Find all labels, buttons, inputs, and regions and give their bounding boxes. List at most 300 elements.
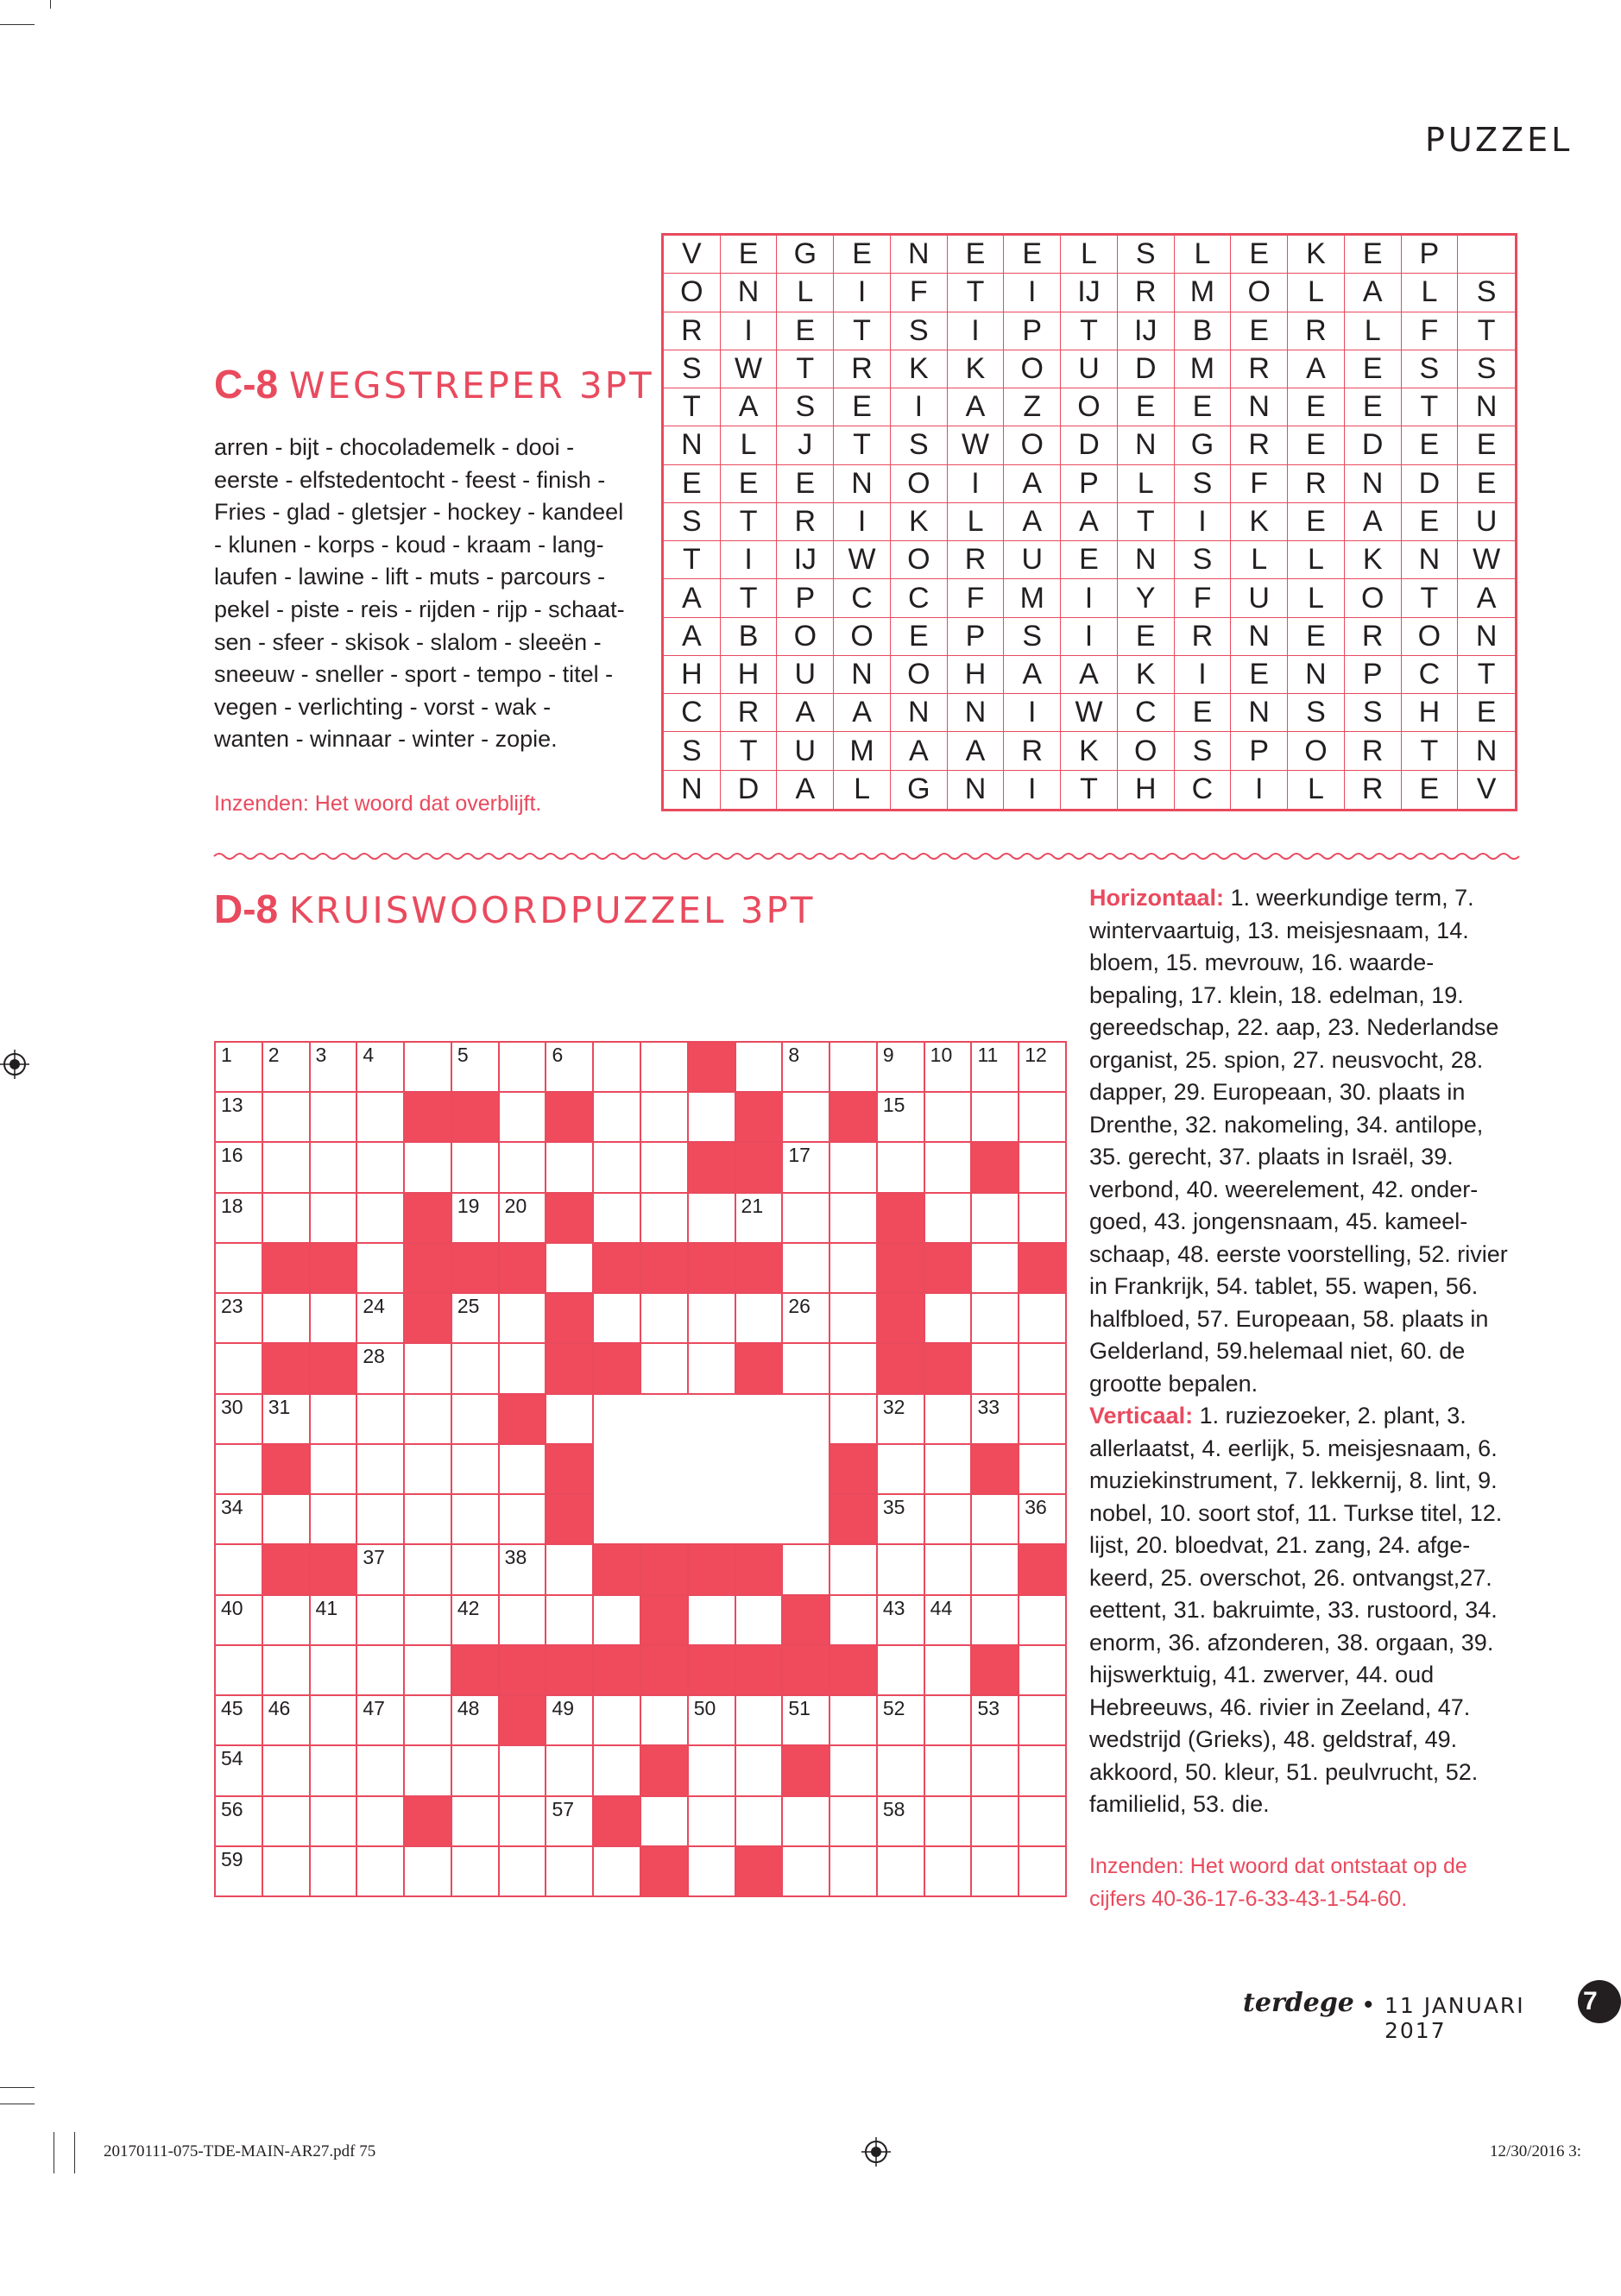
crossword-cell[interactable] [970,1795,1019,1847]
wordsearch-cell[interactable]: U [777,732,834,770]
wordsearch-cell[interactable]: O [1288,732,1345,770]
crossword-cell[interactable] [1018,1744,1067,1796]
crossword-cell[interactable] [876,1493,925,1545]
wordsearch-cell[interactable]: O [891,541,948,579]
wordsearch-cell[interactable]: D [1061,426,1118,464]
wordsearch-cell[interactable]: T [721,503,778,541]
wordsearch-cell[interactable]: P [777,579,834,617]
wordsearch-cell[interactable]: S [1175,732,1232,770]
wordsearch-cell[interactable]: N [1231,694,1288,732]
crossword-cell[interactable] [970,1694,1019,1746]
crossword-cell[interactable] [781,1141,830,1193]
wordsearch-cell[interactable]: A [1004,656,1061,694]
crossword-cell[interactable] [498,1845,547,1897]
wordsearch-cell[interactable]: L [1288,274,1345,312]
wordsearch-cell[interactable]: S [1118,236,1175,274]
crossword-cell[interactable] [924,1141,973,1193]
crossword-cell[interactable] [545,1594,594,1646]
wordsearch-cell[interactable]: I [721,312,778,350]
wordsearch-cell[interactable]: N [1458,388,1515,426]
wordsearch-cell[interactable]: H [664,656,721,694]
wordsearch-cell[interactable]: Y [1118,579,1175,617]
wordsearch-cell[interactable]: E [891,618,948,656]
crossword-cell[interactable] [687,1744,736,1796]
wordsearch-cell[interactable]: K [891,503,948,541]
crossword-cell[interactable] [924,1393,973,1445]
crossword-cell[interactable] [781,1845,830,1897]
crossword-cell[interactable] [781,1795,830,1847]
crossword-cell[interactable] [451,1443,500,1495]
wordsearch-cell[interactable]: A [721,388,778,426]
crossword-cell[interactable] [924,1192,973,1244]
crossword-cell[interactable] [356,1242,405,1294]
wordsearch-cell[interactable]: E [1231,656,1288,694]
crossword-cell[interactable] [309,1795,358,1847]
crossword-cell[interactable] [781,1192,830,1244]
wordsearch-cell[interactable]: N [891,236,948,274]
wordsearch-cell[interactable]: S [891,312,948,350]
crossword-cell[interactable] [924,1795,973,1847]
wordsearch-cell[interactable]: R [948,541,1005,579]
wordsearch-cell[interactable]: N [834,465,891,503]
crossword-cell[interactable] [1018,1694,1067,1746]
crossword-cell[interactable] [1018,1443,1067,1495]
crossword-cell[interactable] [970,1594,1019,1646]
wordsearch-cell[interactable]: H [948,656,1005,694]
wordsearch-cell[interactable]: P [1004,312,1061,350]
wordsearch-cell[interactable]: E [1231,312,1288,350]
wordsearch-cell[interactable]: E [1118,388,1175,426]
crossword-cell[interactable] [262,1041,311,1093]
wordsearch-cell[interactable]: I [1061,579,1118,617]
crossword-cell[interactable] [403,1744,452,1796]
crossword-cell[interactable] [309,1393,358,1445]
crossword-cell[interactable] [640,1292,689,1344]
wordsearch-cell[interactable]: N [834,656,891,694]
wordsearch-cell[interactable]: G [777,236,834,274]
wordsearch-cell[interactable]: J [777,426,834,464]
crossword-cell[interactable] [451,1543,500,1595]
crossword-cell[interactable] [498,1493,547,1545]
crossword-cell[interactable] [545,1795,594,1847]
crossword-cell[interactable] [781,1041,830,1093]
crossword-cell[interactable] [214,1292,263,1344]
crossword-cell[interactable] [309,1041,358,1093]
crossword-cell[interactable] [309,1192,358,1244]
crossword-cell[interactable] [498,1292,547,1344]
wordsearch-cell[interactable]: L [1288,771,1345,809]
crossword-cell[interactable] [970,1845,1019,1897]
wordsearch-cell[interactable]: L [948,503,1005,541]
crossword-cell[interactable] [356,1443,405,1495]
crossword-cell[interactable] [876,1644,925,1696]
crossword-cell[interactable] [876,1744,925,1796]
crossword-cell[interactable] [592,1744,641,1796]
wordsearch-cell[interactable]: A [1061,656,1118,694]
wordsearch-cell[interactable]: A [1458,579,1515,617]
wordsearch-cell[interactable]: N [1231,388,1288,426]
wordsearch-cell[interactable]: E [1061,541,1118,579]
crossword-cell[interactable] [451,1795,500,1847]
wordsearch-cell[interactable]: T [834,426,891,464]
crossword-cell[interactable] [592,1192,641,1244]
wordsearch-cell[interactable]: L [1231,541,1288,579]
wordsearch-cell[interactable]: H [1402,694,1459,732]
wordsearch-cell[interactable]: A [948,388,1005,426]
wordsearch-cell[interactable]: P [948,618,1005,656]
crossword-cell[interactable] [403,1644,452,1696]
wordsearch-cell[interactable]: S [664,350,721,388]
wordsearch-cell[interactable]: I [1004,694,1061,732]
crossword-cell[interactable] [876,1543,925,1595]
wordsearch-cell[interactable]: N [948,771,1005,809]
wordsearch-cell[interactable]: A [664,618,721,656]
crossword-cell[interactable] [592,1041,641,1093]
wordsearch-cell[interactable]: T [834,312,891,350]
wordsearch-cell[interactable]: N [891,694,948,732]
crossword-cell[interactable] [214,1744,263,1796]
crossword-cell[interactable] [687,1342,736,1394]
crossword-cell[interactable] [403,1342,452,1394]
crossword-cell[interactable] [640,1091,689,1143]
crossword-cell[interactable] [924,1594,973,1646]
wordsearch-cell[interactable]: T [1402,732,1459,770]
crossword-cell[interactable] [687,1292,736,1344]
crossword-cell[interactable] [924,1041,973,1093]
crossword-cell[interactable] [781,1242,830,1294]
crossword-cell[interactable] [735,1594,784,1646]
wordsearch-cell[interactable]: T [664,541,721,579]
crossword-cell[interactable] [829,1694,878,1746]
crossword-cell[interactable] [498,1342,547,1394]
crossword-cell[interactable] [356,1594,405,1646]
crossword-cell[interactable] [262,1141,311,1193]
crossword-cell[interactable] [829,1192,878,1244]
wordsearch-cell[interactable]: E [1118,618,1175,656]
crossword-cell[interactable] [876,1091,925,1143]
crossword-cell[interactable] [403,1493,452,1545]
crossword-cell[interactable] [829,1242,878,1294]
crossword-cell[interactable] [309,1493,358,1545]
wordsearch-cell[interactable]: R [664,312,721,350]
crossword-cell[interactable] [592,1141,641,1193]
wordsearch-cell[interactable]: S [891,426,948,464]
crossword-cell[interactable] [262,1192,311,1244]
crossword-cell[interactable] [545,1543,594,1595]
crossword-cell[interactable] [1018,1795,1067,1847]
crossword-cell[interactable] [687,1795,736,1847]
wordsearch-cell[interactable]: E [1402,426,1459,464]
wordsearch-cell[interactable]: E [721,236,778,274]
wordsearch-cell[interactable]: N [1118,426,1175,464]
crossword-cell[interactable] [356,1393,405,1445]
wordsearch-cell[interactable]: I [1231,771,1288,809]
wordsearch-cell[interactable] [1458,236,1515,274]
crossword-cell[interactable] [309,1594,358,1646]
crossword-cell[interactable] [262,1795,311,1847]
wordsearch-cell[interactable]: E [1288,618,1345,656]
crossword-cell[interactable] [640,1342,689,1394]
crossword-cell[interactable] [735,1694,784,1746]
wordsearch-cell[interactable]: G [891,771,948,809]
crossword-cell[interactable] [451,1845,500,1897]
wordsearch-cell[interactable]: W [834,541,891,579]
crossword-cell[interactable] [403,1041,452,1093]
crossword-cell[interactable] [262,1594,311,1646]
wordsearch-cell[interactable]: O [891,656,948,694]
wordsearch-cell[interactable]: I [721,541,778,579]
wordsearch-cell[interactable]: A [1004,465,1061,503]
wordsearch-cell[interactable]: U [777,656,834,694]
wordsearch-cell[interactable]: O [1402,618,1459,656]
crossword-cell[interactable] [451,1041,500,1093]
wordsearch-cell[interactable]: R [1231,426,1288,464]
crossword-cell[interactable] [687,1091,736,1143]
crossword-cell[interactable] [970,1543,1019,1595]
wordsearch-cell[interactable]: E [1345,236,1402,274]
wordsearch-cell[interactable]: E [777,465,834,503]
crossword-cell[interactable] [970,1242,1019,1294]
crossword-cell[interactable] [924,1644,973,1696]
crossword-cell[interactable] [214,1141,263,1193]
wordsearch-cell[interactable]: F [948,579,1005,617]
wordsearch-cell[interactable]: E [1231,236,1288,274]
crossword-cell[interactable] [451,1694,500,1746]
wordsearch-cell[interactable]: T [1458,656,1515,694]
crossword-cell[interactable] [356,1091,405,1143]
crossword-cell[interactable] [214,1795,263,1847]
wordsearch-cell[interactable]: K [1345,541,1402,579]
wordsearch-cell[interactable]: L [1288,579,1345,617]
crossword-cell[interactable] [451,1744,500,1796]
crossword-cell[interactable] [592,1091,641,1143]
crossword-cell[interactable] [451,1141,500,1193]
wordsearch-cell[interactable]: L [1118,465,1175,503]
crossword-cell[interactable] [214,1594,263,1646]
crossword-cell[interactable] [262,1292,311,1344]
wordsearch-cell[interactable]: P [1402,236,1459,274]
wordsearch-cell[interactable]: O [1004,426,1061,464]
wordsearch-cell[interactable]: C [664,694,721,732]
crossword-cell[interactable] [214,1192,263,1244]
crossword-cell[interactable] [309,1292,358,1344]
wordsearch-cell[interactable]: A [777,694,834,732]
crossword-cell[interactable] [356,1694,405,1746]
crossword-cell[interactable] [829,1543,878,1595]
crossword-cell[interactable] [403,1694,452,1746]
wordsearch-cell[interactable]: O [834,618,891,656]
wordsearch-cell[interactable]: I [834,274,891,312]
crossword-cell[interactable] [829,1795,878,1847]
wordsearch-cell[interactable]: L [1061,236,1118,274]
wordsearch-cell[interactable]: I [834,503,891,541]
wordsearch-cell[interactable]: L [721,426,778,464]
crossword-cell[interactable] [970,1393,1019,1445]
crossword-cell[interactable] [214,1342,263,1394]
crossword-cell[interactable] [214,1543,263,1595]
wordsearch-cell[interactable]: I [891,388,948,426]
wordsearch-cell[interactable]: L [1175,236,1232,274]
wordsearch-cell[interactable]: U [1004,541,1061,579]
wordsearch-cell[interactable]: IJ [1118,312,1175,350]
crossword-cell[interactable] [781,1543,830,1595]
wordsearch-cell[interactable]: E [1004,236,1061,274]
wordsearch-cell[interactable]: K [1118,656,1175,694]
crossword-cell[interactable] [356,1744,405,1796]
wordsearch-cell[interactable]: S [664,732,721,770]
crossword-cell[interactable] [545,1393,594,1445]
crossword-cell[interactable] [214,1393,263,1445]
wordsearch-cell[interactable]: W [948,426,1005,464]
wordsearch-cell[interactable]: E [948,236,1005,274]
wordsearch-cell[interactable]: Z [1004,388,1061,426]
crossword-cell[interactable] [924,1493,973,1545]
crossword-cell[interactable] [735,1795,784,1847]
wordsearch-cell[interactable]: S [1458,350,1515,388]
crossword-cell[interactable] [876,1845,925,1897]
wordsearch-cell[interactable]: R [834,350,891,388]
wordsearch-cell[interactable]: N [664,426,721,464]
wordsearch-cell[interactable]: O [1118,732,1175,770]
wordsearch-cell[interactable]: R [1345,732,1402,770]
crossword-cell[interactable] [262,1845,311,1897]
crossword-cell[interactable] [735,1292,784,1344]
wordsearch-cell[interactable]: K [948,350,1005,388]
crossword-cell[interactable] [356,1795,405,1847]
wordsearch-cell[interactable]: O [1345,579,1402,617]
wordsearch-cell[interactable]: IJ [1061,274,1118,312]
crossword-cell[interactable] [451,1192,500,1244]
crossword-cell[interactable] [876,1443,925,1495]
wordsearch-cell[interactable]: N [1402,541,1459,579]
wordsearch-cell[interactable]: S [1175,541,1232,579]
crossword-cell[interactable] [829,1594,878,1646]
crossword-cell[interactable] [687,1192,736,1244]
wordsearch-cell[interactable]: B [721,618,778,656]
wordsearch-cell[interactable]: E [1175,388,1232,426]
crossword-cell[interactable] [498,1594,547,1646]
wordsearch-cell[interactable]: T [721,732,778,770]
crossword-cell[interactable] [356,1292,405,1344]
crossword-cell[interactable] [1018,1041,1067,1093]
wordsearch-cell[interactable]: R [721,694,778,732]
crossword-cell[interactable] [1018,1594,1067,1646]
crossword-cell[interactable] [403,1443,452,1495]
wordsearch-cell[interactable]: E [1458,426,1515,464]
wordsearch-cell[interactable]: E [1458,694,1515,732]
wordsearch-cell[interactable]: M [1004,579,1061,617]
wordsearch-cell[interactable]: A [1061,503,1118,541]
wordsearch-cell[interactable]: A [777,771,834,809]
wordsearch-cell[interactable]: H [721,656,778,694]
wordsearch-cell[interactable]: R [1231,350,1288,388]
wordsearch-cell[interactable]: N [1458,618,1515,656]
wordsearch-cell[interactable]: S [1175,465,1232,503]
crossword-cell[interactable] [309,1141,358,1193]
wordsearch-cell[interactable]: R [1288,312,1345,350]
wordsearch-cell[interactable]: P [1345,656,1402,694]
crossword-cell[interactable] [309,1744,358,1796]
wordsearch-cell[interactable]: D [1402,465,1459,503]
crossword-cell[interactable] [640,1041,689,1093]
wordsearch-cell[interactable]: A [1345,503,1402,541]
crossword-cell[interactable] [309,1644,358,1696]
crossword-cell[interactable] [1018,1493,1067,1545]
crossword-cell[interactable] [309,1845,358,1897]
wordsearch-cell[interactable]: N [1288,656,1345,694]
wordsearch-cell[interactable]: N [948,694,1005,732]
crossword-cell[interactable] [262,1744,311,1796]
wordsearch-cell[interactable]: I [948,465,1005,503]
wordsearch-cell[interactable]: A [664,579,721,617]
wordsearch-cell[interactable]: C [834,579,891,617]
wordsearch-cell[interactable]: F [891,274,948,312]
crossword-cell[interactable] [640,1694,689,1746]
wordsearch-cell[interactable]: S [1402,350,1459,388]
crossword-cell[interactable] [498,1141,547,1193]
wordsearch-cell[interactable]: D [721,771,778,809]
wordsearch-cell[interactable]: F [1175,579,1232,617]
wordsearch-cell[interactable]: R [1004,732,1061,770]
crossword-cell[interactable] [924,1443,973,1495]
crossword-cell[interactable] [309,1091,358,1143]
crossword-cell[interactable] [640,1192,689,1244]
crossword-cell[interactable] [687,1694,736,1746]
crossword-cell[interactable] [970,1041,1019,1093]
wordsearch-cell[interactable]: T [1118,503,1175,541]
crossword-cell[interactable] [545,1845,594,1897]
crossword-cell[interactable] [781,1342,830,1394]
wordsearch-cell[interactable]: I [1175,503,1232,541]
wordsearch-cell[interactable]: N [1118,541,1175,579]
crossword-cell[interactable] [451,1393,500,1445]
wordsearch-cell[interactable]: K [1231,503,1288,541]
wordsearch-cell[interactable]: F [1231,465,1288,503]
crossword-cell[interactable] [356,1141,405,1193]
wordsearch-cell[interactable]: S [1458,274,1515,312]
wordsearch-cell[interactable]: S [777,388,834,426]
crossword-cell[interactable] [214,1493,263,1545]
wordsearch-cell[interactable]: N [1458,732,1515,770]
crossword-cell[interactable] [924,1694,973,1746]
wordsearch-cell[interactable]: V [664,236,721,274]
crossword-cell[interactable] [214,1694,263,1746]
crossword-cell[interactable] [545,1041,594,1093]
crossword-cell[interactable] [214,1091,263,1143]
crossword-cell[interactable] [498,1041,547,1093]
wordsearch-cell[interactable]: I [1061,618,1118,656]
wordsearch-cell[interactable]: S [1345,694,1402,732]
crossword-cell[interactable] [356,1845,405,1897]
crossword-cell[interactable] [498,1443,547,1495]
wordsearch-cell[interactable]: R [1175,618,1232,656]
wordsearch-cell[interactable]: N [721,274,778,312]
crossword-cell[interactable] [451,1342,500,1394]
crossword-cell[interactable] [403,1393,452,1445]
crossword-cell[interactable] [876,1041,925,1093]
wordsearch-cell[interactable]: A [834,694,891,732]
crossword-cell[interactable] [356,1644,405,1696]
wordsearch-cell[interactable]: N [1231,618,1288,656]
crossword-cell[interactable] [451,1493,500,1545]
wordsearch-cell[interactable]: I [1004,771,1061,809]
crossword-cell[interactable] [356,1543,405,1595]
crossword-cell[interactable] [829,1845,878,1897]
wordsearch-cell[interactable]: P [1061,465,1118,503]
crossword-cell[interactable] [829,1342,878,1394]
crossword-cell[interactable] [545,1744,594,1796]
wordsearch-cell[interactable]: I [948,312,1005,350]
